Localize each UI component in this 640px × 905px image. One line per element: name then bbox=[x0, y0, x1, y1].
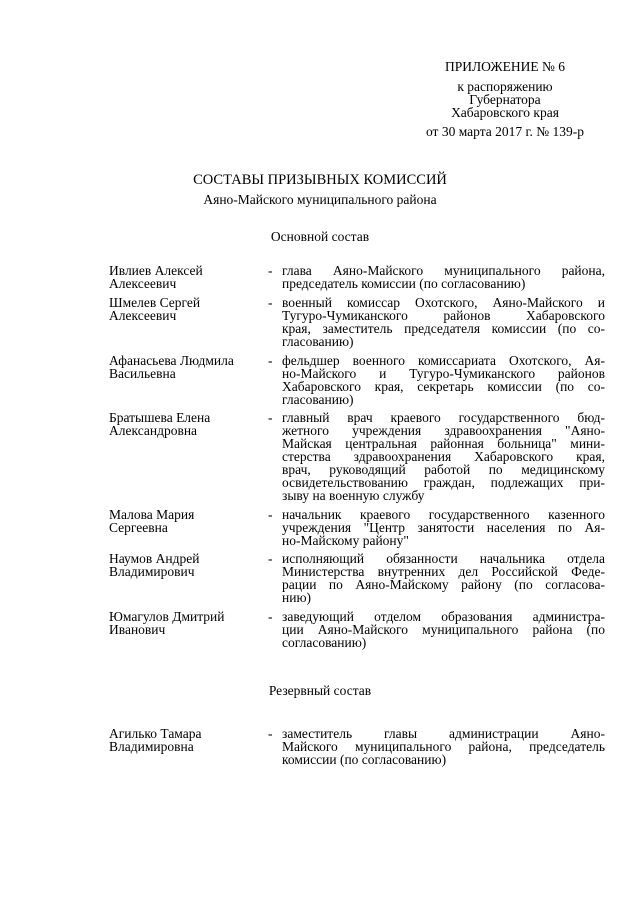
member-name: Афанасьева Людмила Васильевна bbox=[109, 353, 234, 381]
member-description: главный врач краевого государственного бюд- жетного учреждения здравоохранения "Аяно- Майская центральная районная больница" мини- стерства здравоохранения Хабаровского края, врач, руководящий работой по медицинскому освидетельствованию граждан, подлежащих при- зыву на военную службу bbox=[282, 410, 605, 503]
header-line: к распоряжению bbox=[457, 79, 553, 94]
member-name: Наумов Андрей Владимирович bbox=[109, 551, 200, 579]
section-heading-reserve: Резервный состав bbox=[268, 683, 372, 698]
dash: - bbox=[268, 609, 273, 624]
dash: - bbox=[268, 726, 273, 741]
member-name: Юмагулов Дмитрий Иванович bbox=[109, 609, 225, 637]
document-title: СОСТАВЫ ПРИЗЫВНЫХ КОМИССИЙ bbox=[193, 172, 447, 188]
member-description: глава Аяно-Майского муниципального района, председатель комиссии (по согласованию) bbox=[282, 263, 605, 291]
member-description: заместитель главы администрации Аяно- Майского муниципального района, председатель комиссии (по согласованию) bbox=[282, 726, 605, 767]
dash: - bbox=[268, 410, 273, 425]
dash: - bbox=[268, 551, 273, 566]
header-line: Хабаровского края bbox=[451, 105, 559, 120]
section-heading-main: Основной состав bbox=[270, 229, 370, 244]
member-name: Малова Мария Сергеевна bbox=[109, 507, 195, 535]
dash: - bbox=[268, 295, 273, 310]
member-name: Ивлиев Алексей Алексеевич bbox=[109, 263, 203, 291]
member-description: исполняющий обязанности начальника отдела Министерства внутренних дел Российской Феде- рации по Аяно-Майскому району (по согласова- нию) bbox=[282, 551, 605, 605]
dash: - bbox=[268, 507, 273, 522]
document-subtitle: Аяно-Майского муниципального района bbox=[203, 192, 437, 207]
dash: - bbox=[268, 353, 273, 368]
member-name: Братышева Елена Александровна bbox=[109, 410, 211, 438]
member-description: заведующий отделом образования администра- ции Аяно-Майского муниципального района (по согласованию) bbox=[282, 609, 605, 650]
member-description: фельдшер военного комиссариата Охотского, Ая- но-Майского и Тугуро-Чумиканского районов Хабаровского края, секретарь комиссии (по со- гласованию) bbox=[282, 353, 605, 407]
header-date: от 30 марта 2017 г. № 139-р bbox=[425, 124, 585, 139]
member-name: Шмелев Сергей Алексеевич bbox=[109, 295, 201, 323]
appendix-label: ПРИЛОЖЕНИЕ № 6 bbox=[444, 59, 566, 74]
member-description: начальник краевого государственного казенного учреждения "Центр занятости населения по Ая- но-Майскому району" bbox=[282, 507, 605, 548]
header-line: Губернатора bbox=[469, 92, 541, 107]
dash: - bbox=[268, 263, 273, 278]
member-description: военный комиссар Охотского, Аяно-Майского и Тугуро-Чумиканского районов Хабаровского края, заместитель председателя комиссии (по со- гласованию) bbox=[282, 295, 605, 349]
member-name: Агилько Тамара Владимировна bbox=[109, 726, 202, 754]
